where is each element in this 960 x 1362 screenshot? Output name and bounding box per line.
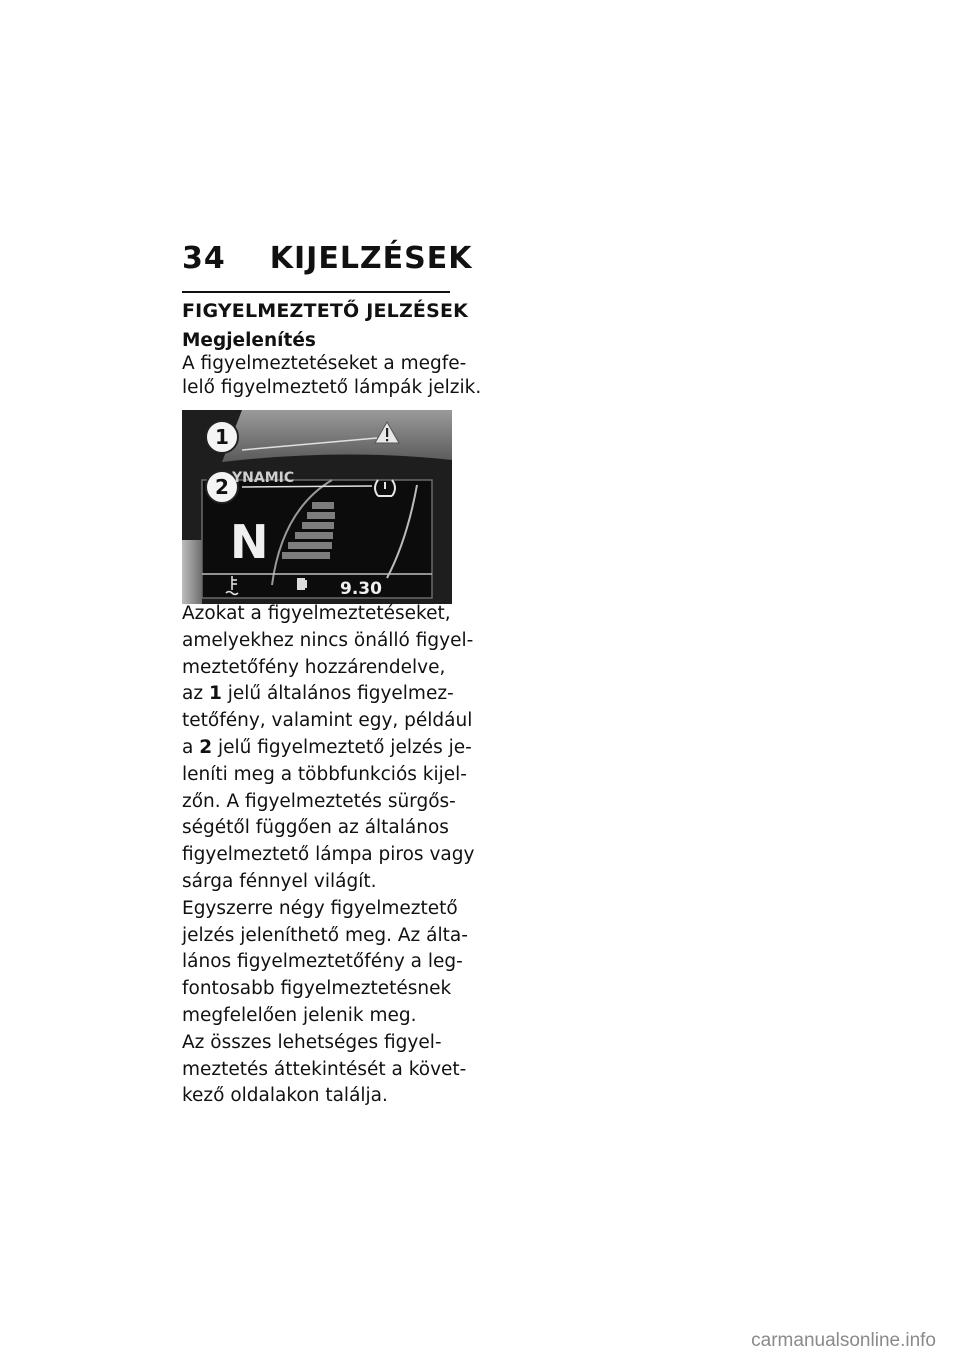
body-line: zőn. A figyelmeztetés sürgős-: [182, 790, 456, 812]
body-text-run: jelű figyelmeztető jelzés je-: [212, 736, 472, 758]
page-number: 34: [182, 241, 226, 276]
trip-readout: 9.30: [340, 579, 382, 599]
body-line: [182, 735, 472, 762]
watermark: carmanualsonline.info: [751, 1330, 936, 1351]
callout-ref-2: 2: [199, 736, 213, 758]
ride-mode-label: YNAMIC: [232, 470, 295, 486]
page-header: [182, 241, 473, 276]
body-text-run: az: [182, 683, 209, 705]
callout-2-label: 2: [215, 475, 229, 499]
body-line: tetőfény, valamint egy, például: [182, 710, 473, 732]
subheading: Megjelenítés: [182, 330, 316, 351]
body-text-run: a: [182, 736, 200, 758]
callout-2-leader: [242, 486, 372, 487]
body-line: megfelelően jelenik meg.: [182, 1004, 417, 1026]
intro-line: lelő figyelmeztető lámpák jelzik.: [182, 377, 482, 398]
body-line: meztetőfény hozzárendelve,: [182, 656, 446, 678]
body-line: ségétől függően az általános: [182, 817, 449, 839]
body-line: Az összes lehetséges figyel-: [182, 1031, 442, 1053]
body-line: sárga fénnyel világít.: [182, 870, 377, 892]
body-line: leníti meg a többfunkciós kijel-: [182, 763, 467, 785]
body-line: jelzés jeleníthető meg. Az álta-: [182, 924, 468, 946]
cluster-top-bezel: [222, 410, 452, 462]
body-line: figyelmeztető lámpa piros vagy: [182, 844, 475, 866]
callout-1-label: 1: [215, 425, 229, 449]
chapter-title: KIJELZÉSEK: [269, 241, 473, 276]
body-line: Egyszerre négy figyelmeztető: [182, 897, 458, 919]
body-line: lános figyelmeztetőfény a leg-: [182, 951, 463, 973]
body-text: [182, 601, 475, 1110]
body-line: meztetés áttekintését a követ-: [182, 1058, 467, 1080]
gear-indicator: N: [230, 515, 269, 569]
body-line: Azokat a figyelmeztetéseket,: [182, 603, 451, 624]
body-text-run: jelű általános figyelmez-: [221, 683, 454, 705]
header-rule: [182, 291, 450, 293]
cluster-illustration: [182, 410, 452, 604]
instrument-cluster-figure: [182, 410, 452, 604]
body-line: amelyekhez nincs önálló figyel-: [182, 629, 474, 651]
body-line: [182, 681, 454, 708]
intro-paragraph: [182, 352, 482, 400]
cluster-left-bezel: [182, 540, 202, 604]
intro-line: A figyelmeztetéseket a megfe-: [182, 353, 467, 374]
callout-ref-1: 1: [208, 683, 222, 705]
body-line: fontosabb figyelmeztetésnek: [182, 978, 452, 1000]
section-title: FIGYELMEZTETŐ JELZÉSEK: [182, 300, 469, 322]
body-line: kező oldalakon találja.: [182, 1085, 388, 1107]
